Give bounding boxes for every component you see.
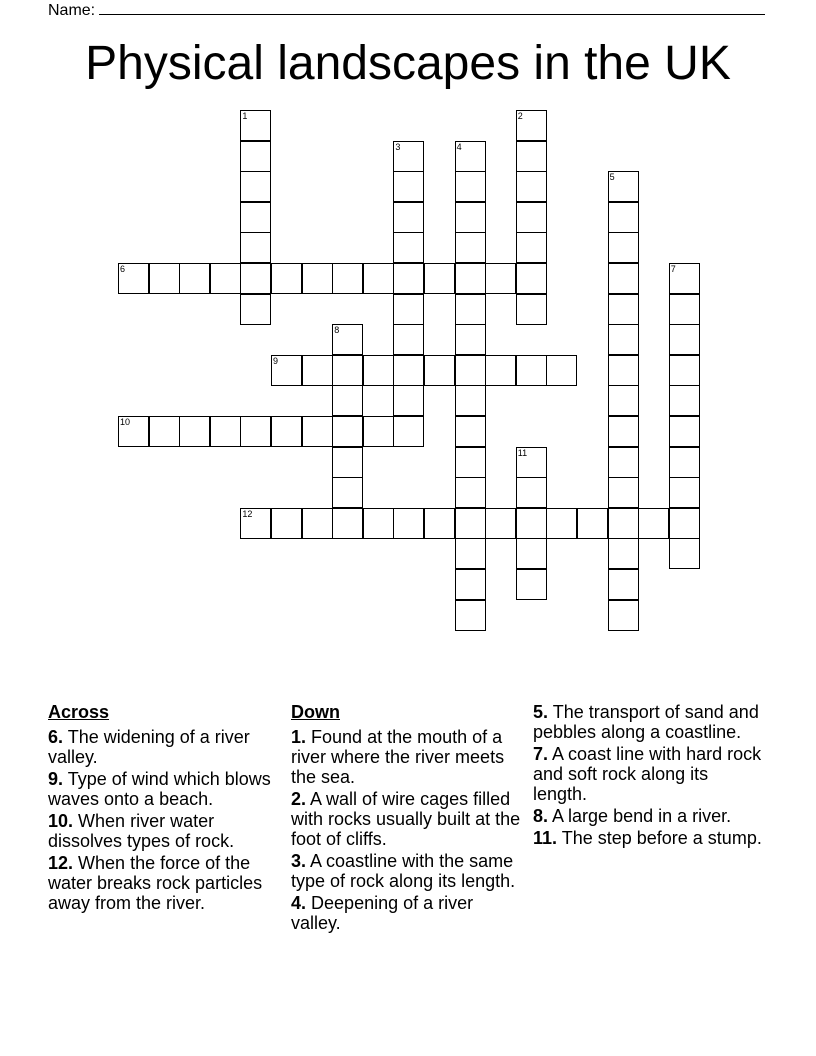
- grid-cell[interactable]: [669, 416, 700, 447]
- grid-cell[interactable]: [669, 447, 700, 478]
- clue-item: [48, 727, 276, 767]
- grid-cell[interactable]: [608, 416, 639, 447]
- grid-cell[interactable]: [332, 324, 363, 355]
- grid-cell[interactable]: [393, 263, 424, 294]
- grid-cell[interactable]: [669, 477, 700, 508]
- cell-number: 8: [334, 325, 340, 336]
- grid-cell[interactable]: [546, 508, 577, 539]
- cell-number: 5: [609, 172, 615, 183]
- grid-cell[interactable]: [240, 263, 271, 294]
- grid-cell[interactable]: [332, 385, 363, 416]
- grid-cell[interactable]: [455, 569, 486, 600]
- grid-cell[interactable]: [669, 538, 700, 569]
- clue-number: 8.: [533, 806, 549, 826]
- grid-cell[interactable]: [455, 416, 486, 447]
- grid-cell[interactable]: [240, 294, 271, 325]
- grid-cell[interactable]: [669, 294, 700, 325]
- grid-cell[interactable]: [516, 294, 547, 325]
- clue-text: The step before a stump.: [561, 828, 762, 848]
- grid-cell[interactable]: [332, 447, 363, 478]
- grid-cell[interactable]: [455, 385, 486, 416]
- grid-cell[interactable]: [669, 355, 700, 386]
- grid-cell[interactable]: [516, 171, 547, 202]
- grid-cell[interactable]: [516, 477, 547, 508]
- grid-cell[interactable]: [455, 324, 486, 355]
- clue-number: 10.: [48, 811, 74, 831]
- cell-number: 11: [517, 447, 528, 458]
- grid-cell[interactable]: [149, 416, 180, 447]
- grid-cell[interactable]: [240, 232, 271, 263]
- grid-cell[interactable]: [608, 385, 639, 416]
- grid-cell[interactable]: [332, 263, 363, 294]
- grid-cell[interactable]: [149, 263, 180, 294]
- clue-number: 7.: [533, 744, 549, 764]
- clue-text: The transport of sand and pebbles along a coastline.: [533, 702, 759, 742]
- grid-cell[interactable]: [393, 141, 424, 172]
- cell-number: 12: [242, 508, 253, 519]
- grid-cell[interactable]: [608, 355, 639, 386]
- grid-cell[interactable]: [240, 110, 271, 141]
- grid-cell[interactable]: [608, 477, 639, 508]
- clue-item: [291, 727, 521, 787]
- down-heading: Down: [291, 702, 340, 722]
- grid-cell[interactable]: [393, 416, 424, 447]
- clue-number: 9.: [48, 769, 64, 789]
- grid-cell[interactable]: [271, 355, 302, 386]
- grid-cell[interactable]: [516, 447, 547, 478]
- grid-cell[interactable]: [669, 324, 700, 355]
- grid-cell[interactable]: [332, 477, 363, 508]
- grid-cell[interactable]: [179, 263, 210, 294]
- clue-text: Deepening of a river valley.: [291, 893, 474, 933]
- grid-cell[interactable]: [455, 202, 486, 233]
- grid-cell[interactable]: [608, 538, 639, 569]
- across-clues: [48, 702, 276, 915]
- grid-cell[interactable]: [516, 508, 547, 539]
- clue-text: A wall of wire cages filled with rocks usually built at the foot of cliffs.: [291, 789, 521, 849]
- grid-cell[interactable]: [516, 569, 547, 600]
- clue-text: A coastline with the same type of rock along its length.: [291, 851, 516, 891]
- grid-cell[interactable]: [240, 141, 271, 172]
- grid-cell[interactable]: [455, 171, 486, 202]
- grid-cell[interactable]: [608, 232, 639, 263]
- clue-number: 3.: [291, 851, 307, 871]
- grid-cell[interactable]: [240, 416, 271, 447]
- grid-cell[interactable]: [455, 477, 486, 508]
- grid-cell[interactable]: [455, 355, 486, 386]
- grid-cell[interactable]: [271, 416, 302, 447]
- grid-cell[interactable]: [669, 508, 700, 539]
- cell-number: 3: [395, 141, 401, 152]
- grid-cell[interactable]: [516, 141, 547, 172]
- clue-text: A large bend in a river.: [552, 806, 732, 826]
- cell-number: 2: [517, 111, 523, 121]
- grid-cell[interactable]: [240, 508, 271, 539]
- grid-cell[interactable]: [546, 355, 577, 386]
- clue-number: 5.: [533, 702, 549, 722]
- cell-number: 7: [670, 264, 676, 274]
- cell-number: 10: [120, 417, 131, 427]
- clue-number: 2.: [291, 789, 307, 809]
- grid-cell[interactable]: [608, 202, 639, 233]
- clue-item: [291, 851, 521, 891]
- grid-cell[interactable]: [608, 508, 639, 539]
- clue-item: [48, 853, 276, 913]
- clue-number: 1.: [291, 727, 307, 747]
- grid-cell[interactable]: [302, 416, 333, 447]
- grid-cell[interactable]: [608, 447, 639, 478]
- grid-cell[interactable]: [393, 385, 424, 416]
- clue-number: 6.: [48, 727, 64, 747]
- grid-cell[interactable]: [669, 385, 700, 416]
- grid-cell[interactable]: [455, 232, 486, 263]
- clue-text: When the force of the water breaks rock particles away from the river.: [48, 853, 263, 913]
- grid-cell[interactable]: [393, 508, 424, 539]
- grid-cell[interactable]: [455, 263, 486, 294]
- name-label: Name:: [48, 2, 96, 19]
- clue-text: The widening of a river valley.: [48, 727, 250, 767]
- grid-cell[interactable]: [638, 508, 669, 539]
- grid-cell[interactable]: [455, 508, 486, 539]
- clue-item: [533, 744, 763, 804]
- grid-cell[interactable]: [363, 355, 394, 386]
- grid-cell[interactable]: [393, 324, 424, 355]
- grid-cell[interactable]: [240, 202, 271, 233]
- page-title: Physical landscapes in the UK: [85, 37, 731, 90]
- grid-cell[interactable]: [363, 416, 394, 447]
- grid-cell[interactable]: [271, 508, 302, 539]
- clue-item: [48, 811, 276, 851]
- clue-number: 11.: [533, 828, 558, 848]
- grid-cell[interactable]: [577, 508, 608, 539]
- grid-cell[interactable]: [363, 508, 394, 539]
- grid-cell[interactable]: [516, 355, 547, 386]
- grid-cell[interactable]: [455, 294, 486, 325]
- clue-number: 12.: [48, 853, 74, 873]
- down-clues: [291, 702, 521, 935]
- grid-cell[interactable]: [485, 355, 516, 386]
- grid-cell[interactable]: [332, 508, 363, 539]
- clue-item: [291, 893, 521, 933]
- cell-number: 6: [120, 264, 126, 274]
- grid-cell[interactable]: [516, 263, 547, 294]
- grid-cell[interactable]: [485, 508, 516, 539]
- clue-item: [533, 702, 763, 742]
- grid-cell[interactable]: [332, 416, 363, 447]
- clue-item: [533, 806, 763, 826]
- grid-cell[interactable]: [608, 294, 639, 325]
- cell-number: 9: [273, 355, 279, 366]
- clue-item: [533, 828, 763, 848]
- grid-cell[interactable]: [455, 141, 486, 172]
- clue-text: A coast line with hard rock and soft rock along its length.: [533, 744, 762, 804]
- grid-cell[interactable]: [271, 263, 302, 294]
- grid-cell[interactable]: [516, 538, 547, 569]
- clue-text: Found at the mouth of a river where the river meets the sea.: [291, 727, 505, 787]
- grid-cell[interactable]: [608, 569, 639, 600]
- clue-item: [291, 789, 521, 849]
- grid-cell[interactable]: [424, 508, 455, 539]
- grid-cell[interactable]: [455, 447, 486, 478]
- clue-text: When river water dissolves types of rock.: [48, 811, 235, 851]
- grid-cell[interactable]: [118, 416, 149, 447]
- grid-cell[interactable]: [210, 416, 241, 447]
- grid-cell[interactable]: [393, 294, 424, 325]
- grid-cell[interactable]: [455, 600, 486, 631]
- grid-cell[interactable]: [516, 202, 547, 233]
- grid-cell[interactable]: [485, 263, 516, 294]
- grid-cell[interactable]: [516, 232, 547, 263]
- grid-cell[interactable]: [516, 110, 547, 141]
- grid-cell[interactable]: [608, 324, 639, 355]
- grid-cell[interactable]: [608, 600, 639, 631]
- grid-cell[interactable]: [608, 263, 639, 294]
- grid-cell[interactable]: [332, 355, 363, 386]
- grid-cell[interactable]: [393, 202, 424, 233]
- across-heading: Across: [48, 702, 110, 722]
- grid-cell[interactable]: [363, 263, 394, 294]
- cell-number: 4: [456, 141, 462, 152]
- cell-number: 1: [242, 111, 248, 121]
- grid-cell[interactable]: [302, 508, 333, 539]
- clue-text: Type of wind which blows waves onto a beach.: [48, 769, 271, 809]
- grid-cell[interactable]: [393, 171, 424, 202]
- grid-cell[interactable]: [424, 355, 455, 386]
- grid-cell[interactable]: [424, 263, 455, 294]
- grid-cell[interactable]: [393, 355, 424, 386]
- clue-number: 4.: [291, 893, 307, 913]
- grid-cell[interactable]: [302, 355, 333, 386]
- clue-item: [48, 769, 276, 809]
- grid-cell[interactable]: [393, 232, 424, 263]
- down-clues-continued: [533, 702, 763, 850]
- grid-cell[interactable]: [240, 171, 271, 202]
- grid-cell[interactable]: [118, 263, 149, 294]
- grid-cell[interactable]: [669, 263, 700, 294]
- grid-cell[interactable]: [455, 538, 486, 569]
- grid-cell[interactable]: [302, 263, 333, 294]
- grid-cell[interactable]: [608, 171, 639, 202]
- grid-cell[interactable]: [179, 416, 210, 447]
- grid-cell[interactable]: [210, 263, 241, 294]
